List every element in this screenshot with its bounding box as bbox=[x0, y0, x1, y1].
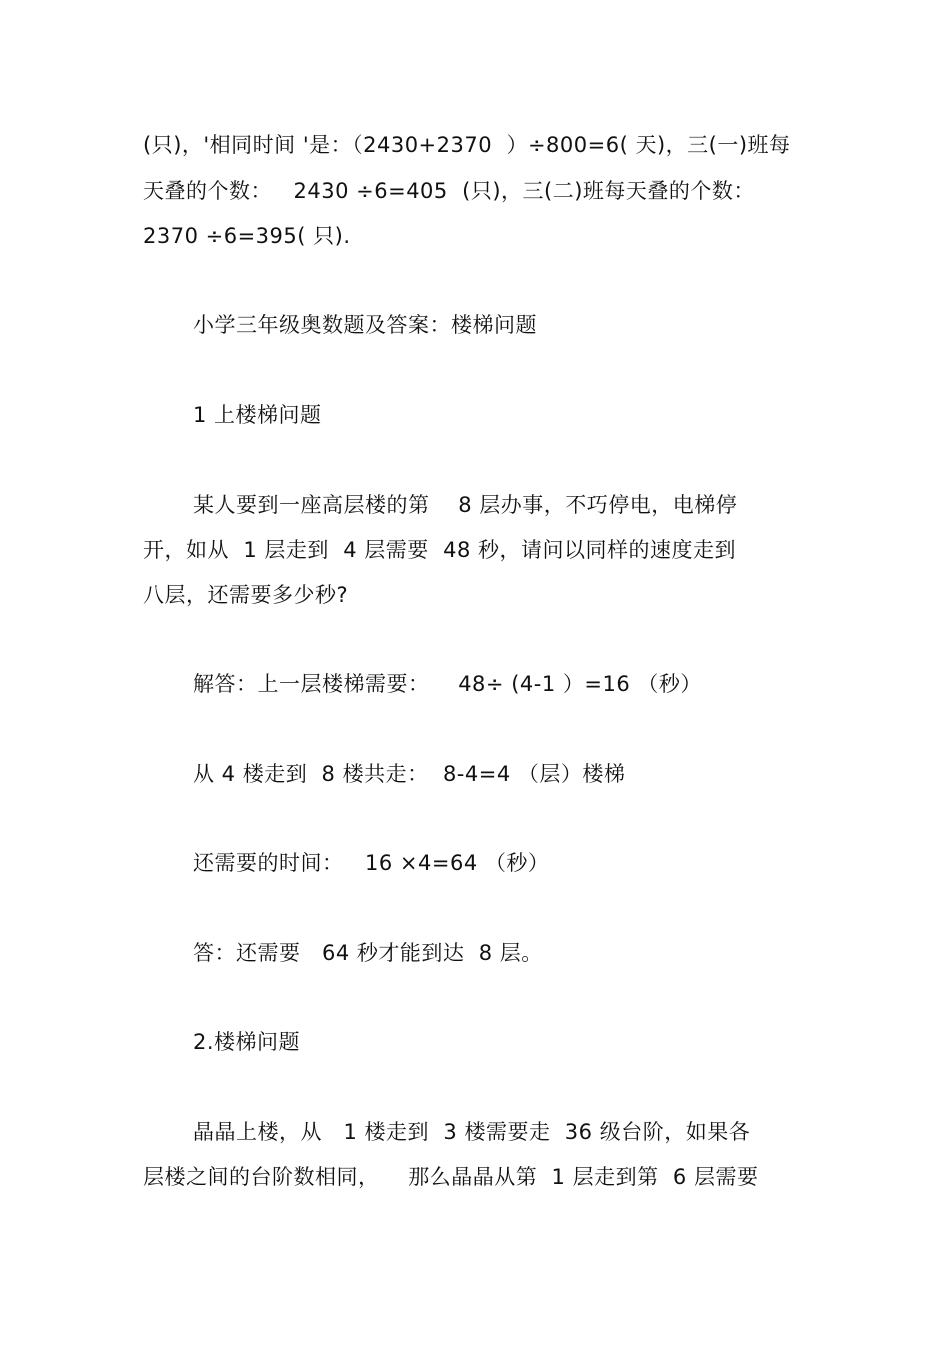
paragraph-line-2: 天叠的个数： 2430 ÷6=405 (只)，三(二)班每天叠的个数： bbox=[143, 179, 755, 203]
problem-1-line-3: 八层，还需要多少秒? bbox=[143, 583, 349, 607]
problem-2-title: 2.楼梯问题 bbox=[193, 1030, 301, 1054]
solution-step-1: 解答：上一层楼梯需要： 48÷ (4-1 ）=16 （秒） bbox=[193, 672, 702, 696]
problem-2-line-1: 晶晶上楼，从 1 楼走到 3 楼需要走 36 级台阶，如果各 bbox=[193, 1120, 751, 1144]
solution-step-3: 还需要的时间： 16 ×4=64 （秒） bbox=[193, 851, 550, 875]
paragraph-line-1: (只)，'相同时间 '是：（2430+2370 ）÷800=6( 天)，三(一)班每 bbox=[143, 133, 791, 157]
paragraph-line-3: 2370 ÷6=395( 只). bbox=[143, 224, 351, 248]
problem-1-line-2: 开，如从 1 层走到 4 层需要 48 秒，请问以同样的速度走到 bbox=[143, 538, 737, 562]
problem-1-line-1: 某人要到一座高层楼的第 8 层办事，不巧停电，电梯停 bbox=[193, 493, 738, 517]
section-heading: 小学三年级奥数题及答案：楼梯问题 bbox=[193, 313, 537, 337]
solution-answer: 答：还需要 64 秒才能到达 8 层。 bbox=[193, 941, 543, 965]
solution-step-2: 从 4 楼走到 8 楼共走： 8-4=4 （层）楼梯 bbox=[193, 762, 626, 786]
problem-2-line-2: 层楼之间的台阶数相同， 那么晶晶从第 1 层走到第 6 层需要 bbox=[143, 1165, 759, 1189]
problem-1-title: 1 上楼梯问题 bbox=[193, 403, 322, 427]
